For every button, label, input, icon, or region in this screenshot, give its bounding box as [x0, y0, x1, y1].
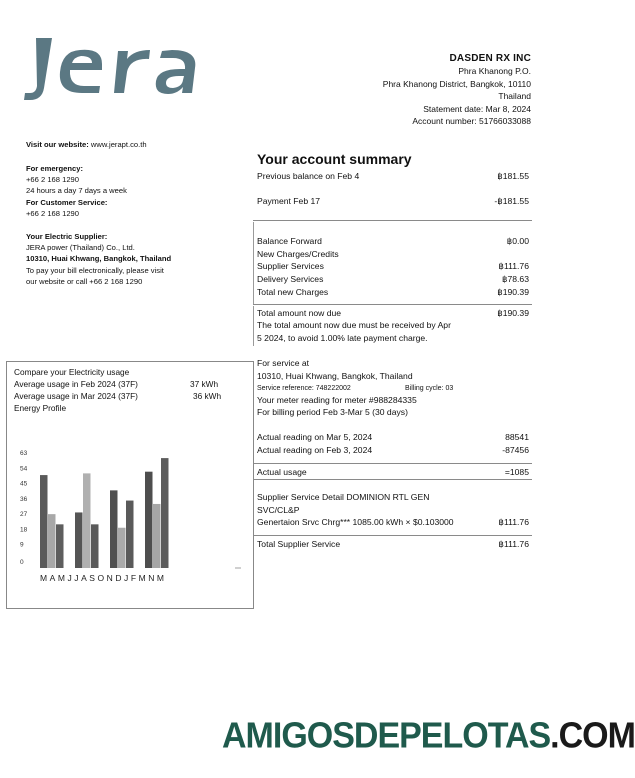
- address-line: Phra Khanong District, Bangkok, 10110: [382, 78, 531, 89]
- chart-bar: [153, 504, 161, 568]
- emergency-label: For emergency:: [26, 164, 83, 173]
- chart-bar: [56, 524, 64, 568]
- chart-bar: [40, 475, 48, 568]
- reading-feb-row: [257, 444, 529, 457]
- address-line: Phra Khanong P.O.: [458, 66, 531, 77]
- usage-box-title: Compare your Electricity usage: [14, 367, 130, 377]
- y-tick-label: 45: [20, 480, 28, 488]
- usage-comparison-box: [6, 361, 254, 609]
- address-line: Thailand: [498, 91, 531, 102]
- service-address: 10310, Huai Khwang, Bangkok, Thailand: [257, 371, 413, 381]
- y-tick-label: 36: [20, 495, 28, 503]
- chart-bar: [91, 524, 99, 568]
- chart-bar: [48, 514, 56, 568]
- divider: [253, 535, 532, 536]
- y-tick-label: 9: [20, 541, 24, 549]
- generation-charge-row: [257, 516, 529, 529]
- row-value: ฿0.00: [506, 236, 529, 246]
- usage-mar-label: Average usage in Mar 2024 (37F): [14, 391, 138, 401]
- due-note: The total amount now due must be received by Apr: [257, 320, 451, 330]
- amount-due-row: [257, 307, 529, 320]
- supplier-detail-line: Supplier Service Detail DOMINION RTL GEN: [257, 492, 430, 502]
- row-label: Total amount now due: [257, 308, 342, 318]
- chart-bar: [75, 512, 83, 568]
- service-at-label: For service at: [257, 358, 310, 368]
- watermark: [222, 716, 635, 757]
- y-tick-label: 27: [20, 511, 28, 519]
- service-phone: +66 2 168 1290: [26, 208, 79, 218]
- service-label: For Customer Service:: [26, 197, 108, 207]
- billing-period: For billing period Feb 3-Mar 5 (30 days): [257, 407, 408, 417]
- meter-line: Your meter reading for meter #988284335: [257, 395, 417, 405]
- watermark-main: AMIGOSDEPELOTAS: [222, 716, 551, 756]
- chart-bar: [161, 458, 169, 568]
- delivery-services-row: [257, 273, 529, 286]
- divider: [253, 479, 532, 480]
- x-axis-labels: MAMJJASONDJFMNM: [40, 573, 164, 583]
- row-value: ฿190.39: [497, 287, 529, 297]
- row-label: New Charges/Credits: [257, 249, 339, 259]
- divider: [253, 304, 532, 305]
- summary-title: Your account summary: [257, 151, 412, 167]
- supplier-name: JERA power (Thailand) Co., Ltd.: [26, 243, 135, 253]
- pay-line: To pay your bill electronically, please visit: [26, 265, 164, 275]
- row-value: =1085: [504, 467, 529, 477]
- row-value: ฿111.76: [498, 517, 529, 527]
- row-label: Supplier Services: [257, 261, 324, 271]
- supplier-services-row: [257, 260, 529, 273]
- chart-bar: [126, 501, 134, 568]
- row-label: Actual reading on Mar 5, 2024: [257, 432, 373, 442]
- watermark-dot: .: [550, 716, 559, 756]
- y-tick-label: 0: [20, 559, 24, 566]
- row-label: Total Supplier Service: [257, 539, 341, 549]
- row-label: Total new Charges: [257, 287, 329, 297]
- supplier-block: [26, 231, 171, 287]
- usage-feb-value: 37 kWh: [190, 379, 219, 389]
- website-link[interactable]: www.jerapt.co.th: [90, 140, 147, 149]
- row-label: Balance Forward: [257, 236, 322, 246]
- row-value: 88541: [505, 432, 529, 442]
- row-value: ฿181.55: [497, 171, 529, 181]
- pay-line: our website or call +66 2 168 1290: [26, 276, 143, 286]
- usage-feb-label: Average usage in Feb 2024 (37F): [14, 379, 138, 389]
- reading-mar-row: [257, 431, 529, 444]
- account-number: Account number: 51766033088: [412, 116, 531, 127]
- chart-bar: [145, 472, 153, 568]
- website-label: Visit our website:: [26, 140, 89, 149]
- emergency-block: [26, 163, 127, 219]
- billing-cycle: Billing cycle: 03: [405, 385, 454, 392]
- actual-usage-row: [257, 466, 529, 479]
- energy-profile-chart: [7, 362, 253, 608]
- usage-mar-value: 36 kWh: [193, 391, 222, 401]
- website-line: [26, 139, 147, 150]
- row-label: Payment Feb 17: [257, 196, 321, 206]
- watermark-tld: COM: [558, 716, 635, 756]
- row-label: Actual usage: [257, 467, 307, 477]
- y-tick-label: 63: [20, 450, 28, 457]
- chart-bar: [118, 528, 126, 568]
- y-tick-label: 18: [20, 526, 28, 534]
- vertical-divider: [253, 306, 254, 346]
- row-label: Delivery Services: [257, 274, 324, 284]
- jera-logo-mark: [22, 28, 207, 108]
- row-label: Previous balance on Feb 4: [257, 171, 360, 181]
- supplier-address: 10310, Huai Khwang, Bangkok, Thailand: [26, 254, 172, 264]
- row-value: ฿111.76: [498, 261, 529, 271]
- company-name: DASDEN RX INC: [449, 53, 531, 64]
- row-value: ฿78.63: [502, 274, 529, 284]
- divider: [253, 463, 532, 464]
- balance-forward-row: [257, 235, 529, 248]
- chart-bar: [83, 473, 91, 568]
- row-value: ฿111.76: [498, 539, 529, 549]
- row-label: Actual reading on Feb 3, 2024: [257, 445, 373, 455]
- row-value: -฿181.55: [494, 196, 529, 206]
- total-new-charges-row: [257, 286, 529, 299]
- supplier-label: Your Electric Supplier:: [26, 232, 108, 241]
- supplier-detail-line: SVC/CL&P: [257, 505, 300, 515]
- divider: [253, 220, 532, 221]
- new-charges-row: [257, 248, 529, 261]
- row-value: -87456: [502, 445, 529, 455]
- payment-row: [257, 195, 529, 208]
- chart-bar: [110, 490, 118, 568]
- company-address-block: [383, 53, 531, 127]
- row-value: ฿190.39: [497, 308, 529, 318]
- emergency-phone: +66 2 168 1290: [26, 175, 79, 185]
- total-supplier-row: [257, 538, 529, 551]
- previous-balance-row: [257, 170, 529, 183]
- jera-logo: [22, 28, 207, 108]
- due-note: 5 2024, to avoid 1.00% late payment charge.: [257, 333, 428, 343]
- vertical-divider: [253, 222, 254, 304]
- emergency-hours: 24 hours a day 7 days a week: [26, 186, 127, 196]
- statement-date: Statement date: Mar 8, 2024: [423, 103, 531, 114]
- energy-profile-label: Energy Profile: [14, 403, 67, 413]
- y-tick-label: 54: [20, 465, 28, 473]
- row-label: Genertaion Srvc Chrg*** 1085.00 kWh × $0.103000: [257, 517, 454, 527]
- service-reference: Service reference: 748222002: [257, 385, 351, 392]
